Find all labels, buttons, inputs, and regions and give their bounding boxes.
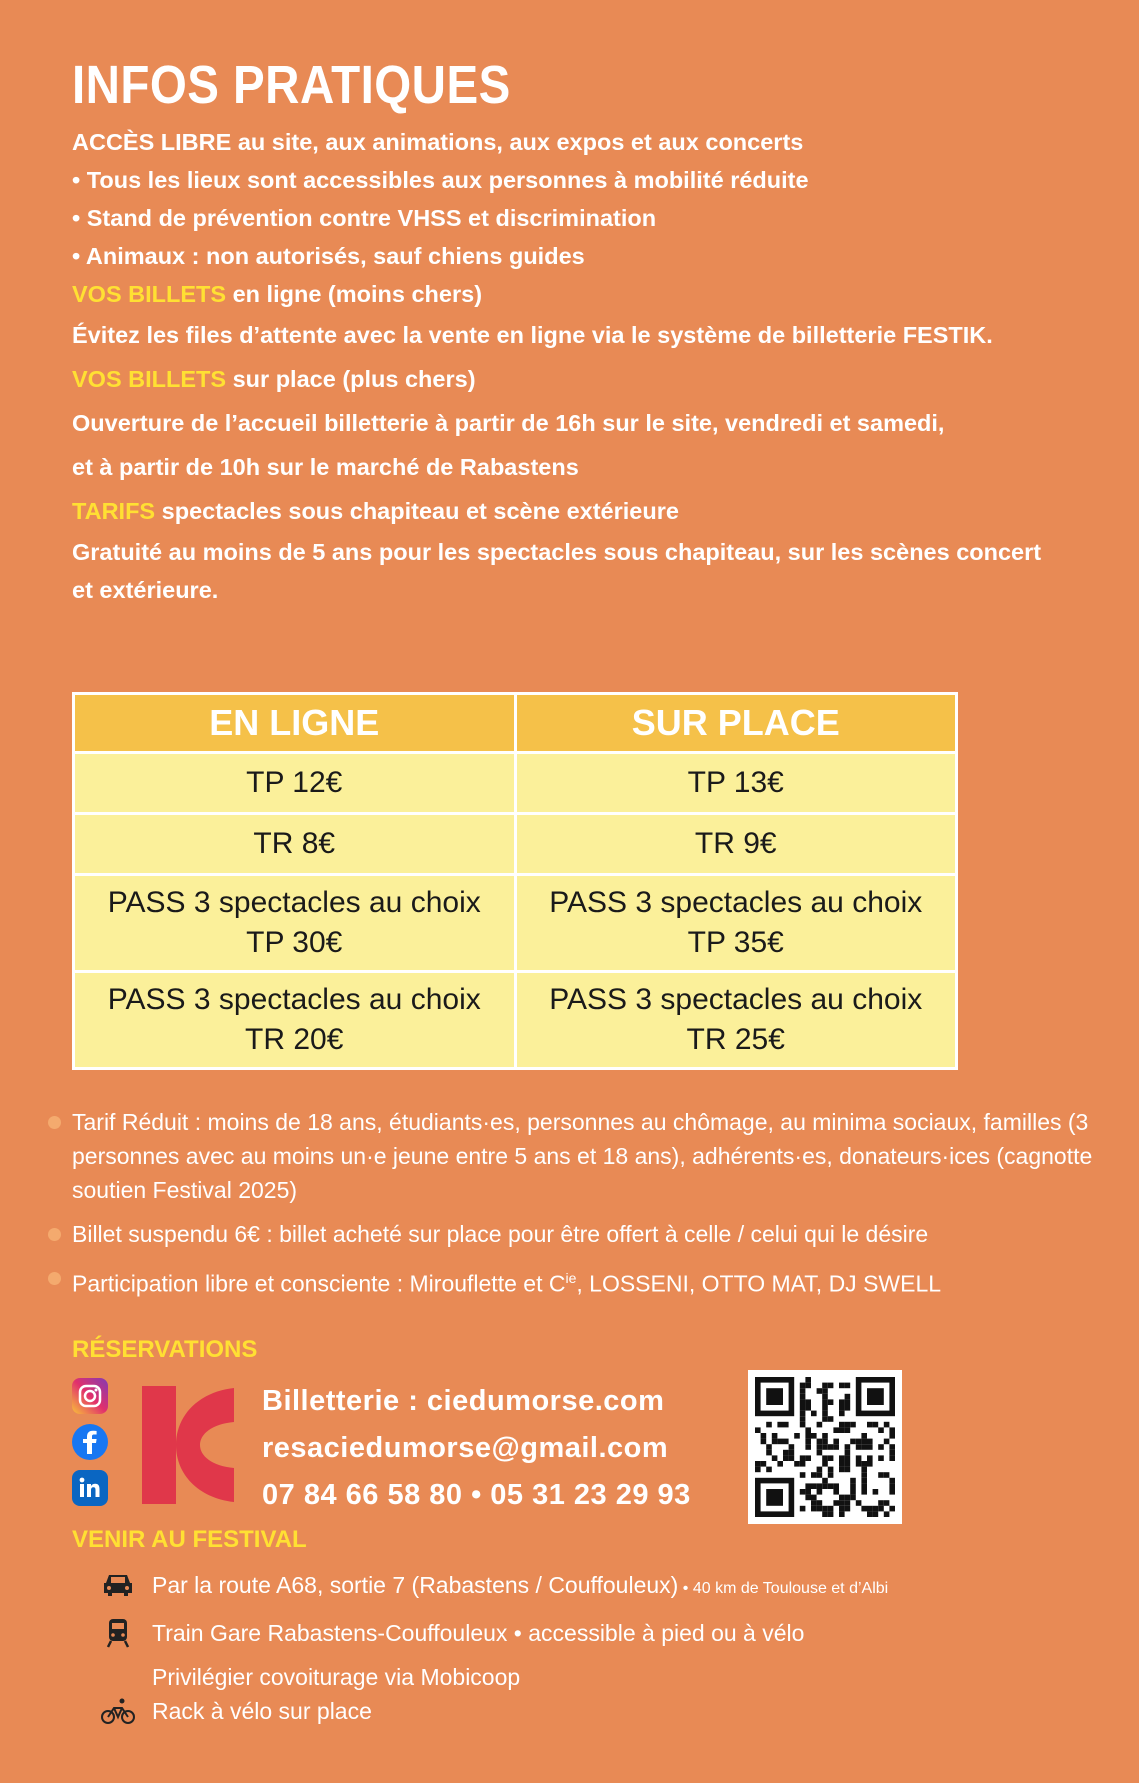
billets-sur-place: [72, 357, 1082, 401]
billetterie-link[interactable]: Billetterie : ciedumorse.com: [262, 1385, 665, 1417]
note-participation: [48, 1261, 1108, 1301]
instagram-icon[interactable]: [72, 1378, 108, 1414]
bicycle-icon: [100, 1696, 136, 1726]
sur-place-desc-2: et à partir de 10h sur le marché de Rabastens: [72, 454, 579, 481]
acces-text: au site, aux animations, aux expos et aux concerts: [231, 129, 804, 156]
note-tarif-reduit: [48, 1105, 1108, 1207]
cell-pass-tp-en-ligne: [74, 875, 516, 972]
cell-tr-en-ligne: TR 8€: [74, 814, 516, 875]
covoit-text: Privilégier covoiturage via Mobicoop: [152, 1664, 521, 1690]
route-distance: • 40 km de Toulouse et d’Albi: [678, 1580, 889, 1597]
billets-sur-place-text: sur place (plus chers): [226, 366, 476, 393]
festik-logo-icon: [138, 1386, 238, 1504]
billets-sur-place-label: VOS BILLETS: [72, 366, 227, 393]
note-text-end: , LOSSENI, OTTO MAT, DJ SWELL: [576, 1270, 942, 1297]
billets-en-ligne-label: VOS BILLETS: [72, 281, 227, 308]
cell-tp-sur-place: TP 13€: [515, 753, 957, 814]
table-row: [74, 972, 957, 1069]
table-row: [74, 875, 957, 972]
note-sup: ie: [565, 1270, 577, 1286]
cell-tr-sur-place: TR 9€: [515, 814, 957, 875]
bullet-dot-icon: [48, 1116, 61, 1129]
pass-label: PASS 3 spectacles au choix: [107, 886, 481, 919]
reservations-title: RÉSERVATIONS: [72, 1336, 258, 1363]
table-header-row: [74, 694, 957, 753]
gratuite-text: Gratuité au moins de 5 ans pour les spectacles sous chapiteau, sur les scènes concert et extérieure.: [72, 539, 1042, 604]
tarifs-text: spectacles sous chapiteau et scène extérieure: [155, 498, 679, 525]
train-icon: [100, 1618, 136, 1648]
infos-section: [72, 56, 1082, 609]
venir-velo: [100, 1694, 1120, 1728]
acces-line: [72, 123, 1082, 161]
pass-label: PASS 3 spectacles au choix: [549, 886, 923, 919]
venir-list: [100, 1568, 1120, 1728]
route-text: Par la route A68, sortie 7 (Rabastens / Couffouleux): [152, 1572, 679, 1598]
notes-list: [48, 1105, 1108, 1311]
linkedin-icon[interactable]: [72, 1470, 108, 1506]
cell-pass-tr-en-ligne: [74, 972, 516, 1069]
billets-en-ligne-text: en ligne (moins chers): [226, 281, 483, 308]
qr-code-icon[interactable]: [748, 1370, 902, 1524]
acces-label: ACCÈS LIBRE: [72, 129, 232, 156]
pass-label: PASS 3 spectacles au choix: [107, 983, 481, 1016]
sur-place-desc-1: Ouverture de l’accueil billetterie à partir de 16h sur le site, vendredi et samedi,: [72, 410, 945, 437]
pass-price: TR 20€: [245, 1023, 344, 1056]
phone-numbers[interactable]: 07 84 66 58 80 • 05 31 23 29 93: [262, 1479, 691, 1511]
cell-tp-en-ligne: TP 12€: [74, 753, 516, 814]
contact-block: [262, 1378, 691, 1519]
page-title: INFOS PRATIQUES: [72, 55, 511, 115]
note-text: Participation libre et consciente : Mirouflette et C: [72, 1270, 566, 1297]
billets-en-ligne-desc: Évitez les files d’attente avec la vente en ligne via le système de billetterie FESTIK.: [72, 322, 993, 349]
pass-price: TP 30€: [246, 926, 343, 959]
table-row: [74, 753, 957, 814]
tarifs-line: [72, 489, 1082, 533]
bullet-accessibility: • Tous les lieux sont accessibles aux personnes à mobilité réduite: [72, 167, 809, 194]
bullet-dot-icon: [48, 1272, 61, 1285]
venir-covoit: [100, 1660, 1120, 1694]
bullet-prevention: • Stand de prévention contre VHSS et discrimination: [72, 205, 657, 232]
venir-route: [100, 1568, 1120, 1606]
header-sur-place: SUR PLACE: [515, 694, 957, 753]
header-en-ligne: EN LIGNE: [74, 694, 516, 753]
pass-price: TR 25€: [686, 1023, 785, 1056]
note-billet-suspendu: [48, 1217, 1108, 1251]
social-icons: [72, 1378, 112, 1516]
cell-pass-tp-sur-place: [515, 875, 957, 972]
bullet-animaux: • Animaux : non autorisés, sauf chiens guides: [72, 243, 585, 270]
email-link[interactable]: resaciedumorse@gmail.com: [262, 1432, 669, 1464]
venir-train: [100, 1616, 1120, 1650]
train-text: Train Gare Rabastens-Couffouleux • accessible à pied ou à vélo: [152, 1620, 805, 1646]
billets-en-ligne: [72, 275, 1082, 313]
tarifs-label: TARIFS: [72, 498, 156, 525]
cell-pass-tr-sur-place: [515, 972, 957, 1069]
note-text: Tarif Réduit : moins de 18 ans, étudiants·es, personnes au chômage, au minima sociaux, familles (3 personnes avec au moins un·e jeune entre 5 ans et 18 ans), adhérents·es, donateurs·ices (cagnotte soutien Festival 2025): [72, 1109, 1093, 1203]
note-text: Billet suspendu 6€ : billet acheté sur place pour être offert à celle / celui qui le désire: [72, 1221, 929, 1247]
pass-price: TP 35€: [687, 926, 784, 959]
velo-text: Rack à vélo sur place: [152, 1698, 372, 1724]
venir-title: VENIR AU FESTIVAL: [72, 1526, 307, 1553]
pass-label: PASS 3 spectacles au choix: [549, 983, 923, 1016]
tarifs-table: [72, 692, 958, 1070]
car-icon: [100, 1570, 136, 1600]
facebook-icon[interactable]: [72, 1424, 108, 1460]
bullet-dot-icon: [48, 1228, 61, 1241]
table-row: [74, 814, 957, 875]
